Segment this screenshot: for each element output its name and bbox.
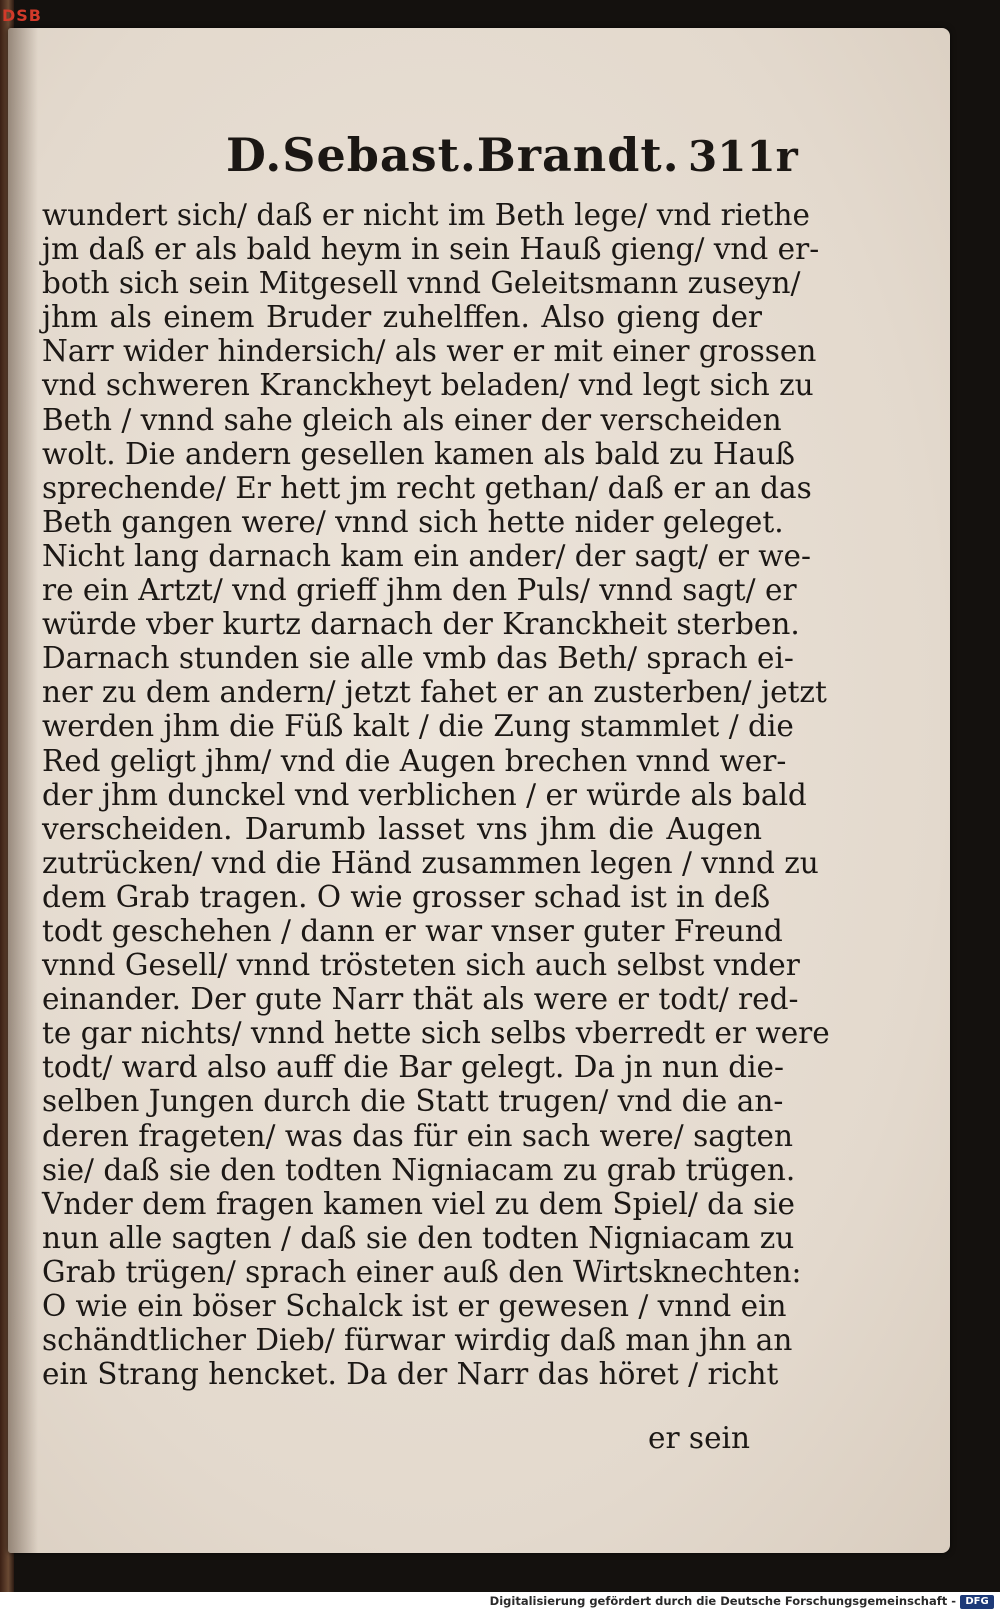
text-line: Nicht lang darnach kam ein ander/ der sagt/ er we- — [42, 538, 811, 573]
catchword: er sein — [648, 1421, 750, 1455]
text-line: todt geschehen / dann er war vnser guter Freund — [42, 913, 783, 948]
text-line: wolt. Die andern gesellen kamen als bald zu Hauß — [42, 436, 795, 471]
body-text — [42, 198, 830, 1392]
text-line: Beth / vnnd sahe gleich als einer der verscheiden — [42, 402, 782, 437]
text-line: Red geligt jhm/ vnd die Augen brechen vnnd wer- — [42, 743, 787, 778]
text-line: re ein Artzt/ vnd grieff jhm den Puls/ vnnd sagt/ er — [42, 573, 797, 608]
text-line: todt/ ward also auff die Bar gelegt. Da jn nun die- — [42, 1050, 784, 1085]
text-line: wundert sich/ daß er nicht im Beth lege/ vnd riethe — [42, 198, 810, 232]
text-line: vnd schweren Kranckheyt beladen/ vnd legt sich zu — [42, 368, 814, 403]
text-line: te gar nichts/ vnnd hette sich selbs vberredt er were — [42, 1016, 830, 1051]
text-line: Beth gangen were/ vnnd sich hette nider geleget. — [42, 504, 784, 539]
page-header — [8, 128, 950, 198]
text-line: O wie ein böser Schalck ist er gewesen / vnnd ein — [42, 1289, 787, 1323]
text-line: zutrücken/ vnd die Händ zusammen legen / vnnd zu — [42, 845, 819, 880]
funding-credit: Digitalisierung gefördert durch die Deutsche Forschungsgemeinschaft - — [489, 1594, 956, 1608]
footer-bar — [0, 1592, 1000, 1613]
library-mark: DSB — [2, 6, 42, 25]
text-line: Vnder dem fragen kamen viel zu dem Spiel/ da sie — [42, 1186, 796, 1221]
text-line: werden jhm die Füß kalt / die Zung stammlet / die — [42, 709, 794, 744]
folio-number: 311r — [688, 132, 798, 181]
text-line: Narr wider hindersich/ als wer er mit einer grossen — [42, 334, 817, 369]
running-title: D.Sebast.Brandt. — [226, 128, 680, 182]
book-page — [8, 28, 950, 1553]
text-line: würde vber kurtz darnach der Kranckheit sterben. — [42, 607, 800, 642]
text-line: der jhm dunckel vnd verblichen / er würde als bald — [42, 777, 807, 812]
text-line: verscheiden. Darumb lasset vns jhm die Augen — [42, 811, 762, 846]
text-line: Darnach stunden sie alle vmb das Beth/ sprach ei- — [42, 641, 794, 676]
text-line: einander. Der gute Narr thät als were er todt/ red- — [42, 982, 799, 1017]
text-line: Grab trügen/ sprach einer auß den Wirtsknechten: — [42, 1254, 802, 1289]
text-line: deren frageten/ was das für ein sach were/ sagten — [42, 1118, 793, 1153]
text-line: vnnd Gesell/ vnnd trösteten sich auch selbst vnder — [42, 948, 800, 983]
text-line: jhm als einem Bruder zuhelffen. Also gieng der — [42, 300, 762, 335]
text-line: ein Strang hencket. Da der Narr das höret / richt — [42, 1357, 779, 1392]
text-line: nun alle sagten / daß sie den todten Nigniacam zu — [42, 1220, 795, 1255]
text-line: jm daß er als bald heym in sein Hauß gieng/ vnd er- — [42, 232, 820, 267]
text-line: ner zu dem andern/ jetzt fahet er an zusterben/ jetzt — [42, 675, 827, 710]
text-line: both sich sein Mitgesell vnnd Geleitsmann zuseyn/ — [42, 266, 801, 301]
text-line: sie/ daß sie den todten Nigniacam zu grab trügen. — [42, 1152, 796, 1187]
text-line: dem Grab tragen. O wie grosser schad ist in deß — [42, 879, 771, 914]
text-line: schändtlicher Dieb/ fürwar wirdig daß man jhn an — [42, 1323, 793, 1358]
text-line: selben Jungen durch die Statt trugen/ vnd die an- — [42, 1084, 784, 1119]
text-line: sprechende/ Er hett jm recht gethan/ daß er an das — [42, 470, 812, 505]
dfg-logo: DFG — [960, 1595, 994, 1609]
